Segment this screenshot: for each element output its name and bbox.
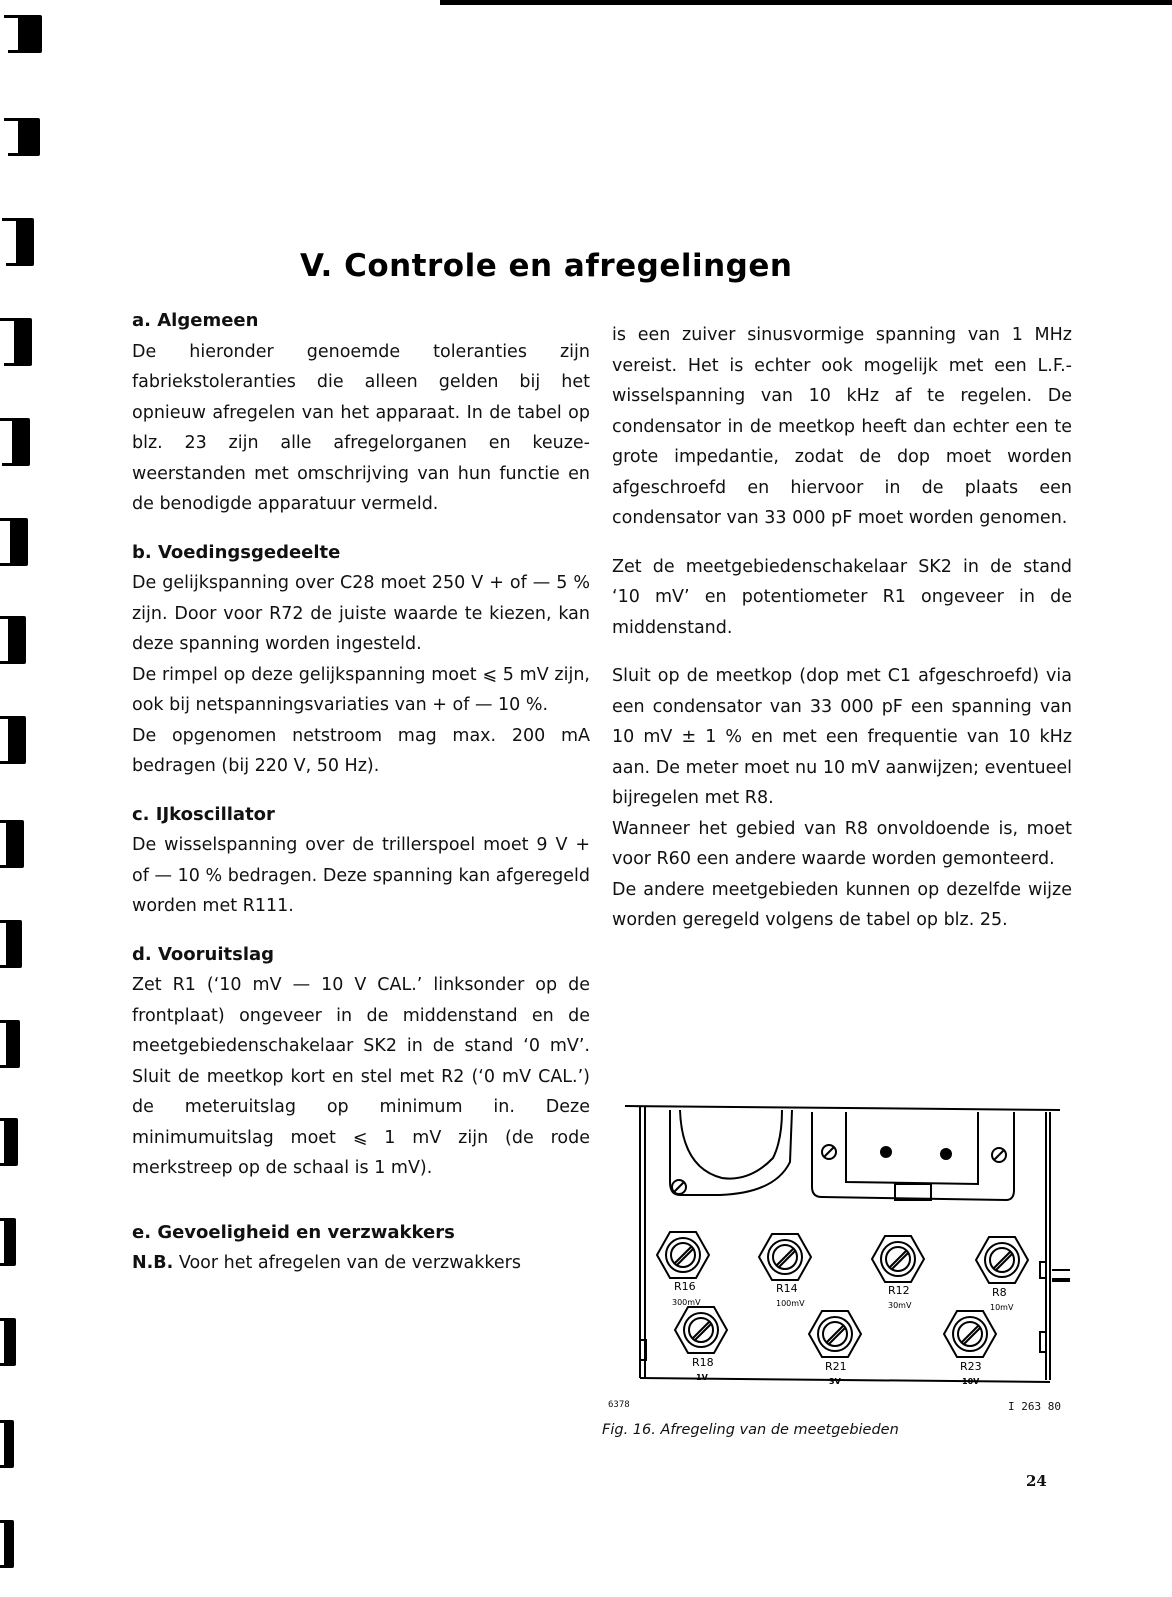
binding-ring	[18, 15, 42, 53]
binding-ring	[4, 1420, 14, 1468]
binding-ring	[6, 1020, 20, 1068]
trimmer-label: R21	[825, 1360, 847, 1373]
section-heading: b. Voedingsgedeelte	[132, 541, 341, 563]
paragraph: De rimpel op deze gelijkspanning moet ⩽ 5 mV zijn, ook bij netspanningsvariaties van + of — 10 %.	[132, 664, 590, 715]
section-heading: a. Algemeen	[132, 310, 259, 331]
top-border-rule	[440, 0, 1172, 5]
paragraph: Zet de meetgebiedenschakelaar SK2 in de stand ‘10 mV’ en potentiometer R1 ongeveer in de middenstand.	[612, 556, 1072, 638]
spiral-binding	[0, 0, 60, 1597]
figure-caption: Fig. 16. Afregeling van de meetgebieden	[602, 1422, 899, 1438]
trimmer-label: R23	[960, 1360, 982, 1373]
trimmer-value: 3V	[829, 1377, 841, 1386]
section-vooruitslag	[132, 940, 590, 1184]
trimmer-value: 10V	[962, 1377, 980, 1386]
binding-ring	[6, 820, 24, 868]
trimmer-label: R16	[674, 1280, 696, 1293]
panel-drawing	[600, 1100, 1070, 1400]
chapter-title: V. Controle en afregelingen	[300, 248, 793, 284]
section-algemeen	[132, 306, 590, 520]
trimmer-value: 300mV	[672, 1298, 701, 1307]
binding-ring	[4, 1520, 14, 1568]
binding-ring	[4, 1218, 16, 1266]
binding-ring	[16, 218, 34, 266]
paragraph	[132, 1248, 590, 1279]
trimmer-value: 1V	[696, 1373, 708, 1382]
trimmer-label: R14	[776, 1282, 798, 1295]
trimmer-value: 30mV	[888, 1301, 912, 1310]
section-heading: c. IJkoscillator	[132, 803, 275, 825]
binding-ring	[18, 118, 40, 156]
section-gevoeligheid	[132, 1218, 590, 1279]
page-number: 24	[1026, 1472, 1047, 1490]
trimmer-label: R8	[992, 1286, 1007, 1299]
nb-text: Voor het afregelen van de verzwakkers	[173, 1253, 521, 1273]
binding-ring	[6, 920, 22, 968]
trimmer-value: 100mV	[776, 1299, 805, 1308]
section-ijkoscillator	[132, 800, 590, 922]
section-voedingsgedeelte	[132, 538, 590, 782]
right-column	[612, 320, 1072, 936]
trimmer-value: 10mV	[990, 1303, 1014, 1312]
left-column	[132, 306, 590, 1279]
trimmer-label: R18	[692, 1356, 714, 1369]
paragraph: De hieronder genoemde toleranties zijn fabriekstoleranties die alleen gelden bij het opnieuw afregelen van het apparaat. In de tabel op blz. 23 zijn alle afregelorganen en keuze-weerstanden met omschrijving van hun functie en de benodigde apparatuur vermeld.	[132, 341, 590, 514]
binding-ring	[8, 616, 26, 664]
binding-ring	[8, 716, 26, 764]
paragraph: De opgenomen netstroom mag max. 200 mA bedragen (bij 220 V, 50 Hz).	[132, 725, 590, 776]
binding-ring	[10, 518, 28, 566]
paragraph: is een zuiver sinusvormige spanning van 1 MHz vereist. Het is echter ook mogelijk met een L.F.-wisselspanning van 10 kHz af te regelen. De condensator in de meetkop heeft dan echter een te grote impedantie, zodat de dop moet worden afgeschroefd en hiervoor in de plaats een condensator van 33 000 pF moet worden genomen.	[612, 325, 1072, 528]
paragraph: De andere meetgebieden kunnen op dezelfde wijze worden geregeld volgens de tabel op blz. 25.	[612, 879, 1072, 930]
trimmer-label: R12	[888, 1284, 910, 1297]
figure-code-right: I 263 80	[1008, 1400, 1061, 1413]
paragraph: Sluit op de meetkop (dop met C1 afgeschroefd) via een condensator van 33 000 pF een spanning van 10 mV ± 1 % en met een frequentie van 10 kHz aan. De meter moet nu 10 mV aanwijzen; eventueel bijregelen met R8.	[612, 666, 1072, 808]
paragraph: De gelijkspanning over C28 moet 250 V + of — 5 % zijn. Door voor R72 de juiste waarde te kiezen, kan deze spanning worden ingesteld.	[132, 573, 590, 654]
figure-adjustment-panel	[600, 1100, 1070, 1400]
binding-ring	[14, 318, 32, 366]
binding-ring	[4, 1118, 18, 1166]
paragraph: Wanneer het gebied van R8 onvoldoende is, moet voor R60 een andere waarde worden gemonteerd.	[612, 818, 1072, 869]
binding-ring	[12, 418, 30, 466]
nb-label: N.B.	[132, 1253, 174, 1273]
section-heading: d. Vooruitslag	[132, 943, 275, 965]
paragraph: De wisselspanning over de trillerspoel moet 9 V + of — 10 % bedragen. Deze spanning kan afgeregeld worden met R111.	[132, 835, 590, 916]
section-heading: e. Gevoeligheid en verzwakkers	[132, 1221, 455, 1243]
figure-code-left: 6378	[608, 1400, 630, 1410]
binding-ring	[4, 1318, 16, 1366]
paragraph: Zet R1 (‘10 mV — 10 V CAL.’ linksonder op de frontplaat) ongeveer in de middenstand en de meetgebiedenschakelaar SK2 in de stand ‘0 mV’. Sluit de meetkop kort en stel met R2 (‘0 mV CAL.’) de meteruitslag op minimum in. Deze minimumuitslag moet ⩽ 1 mV zijn (de rode merkstreep op de schaal is 1 mV).	[132, 975, 590, 1178]
